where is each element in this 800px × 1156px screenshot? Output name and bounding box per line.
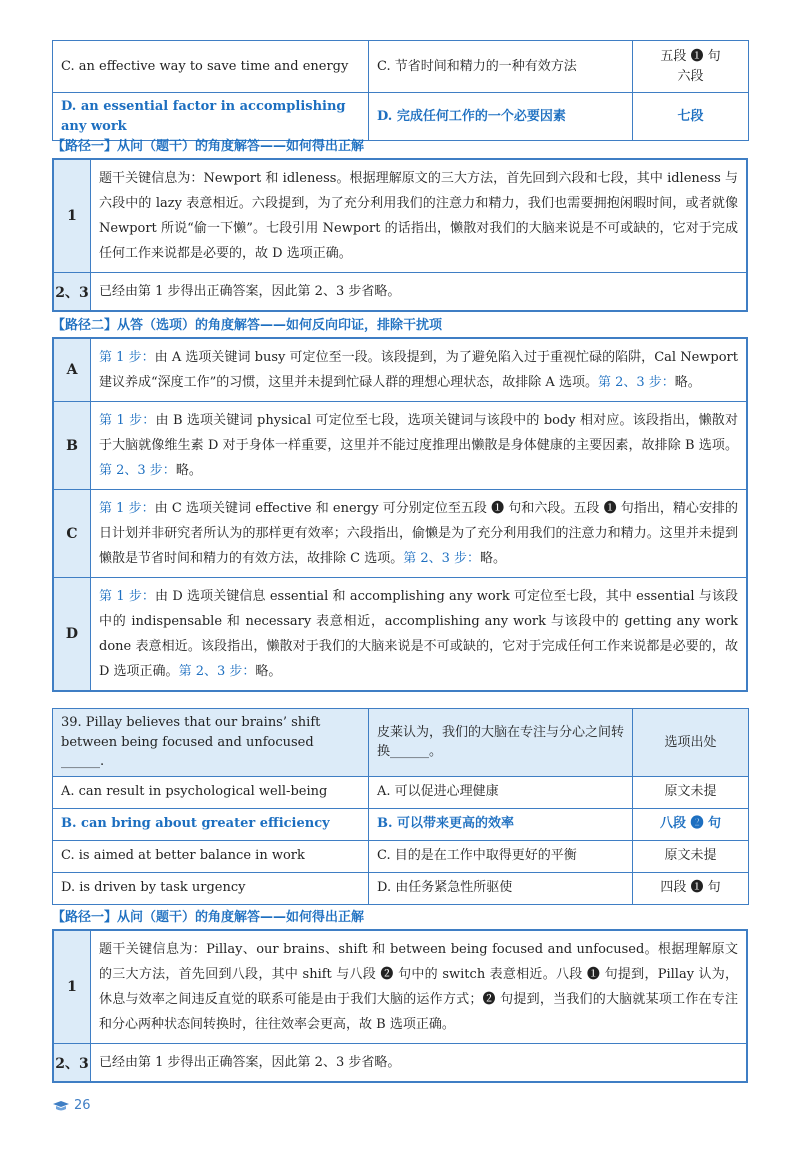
q38-path2-box xyxy=(52,337,748,692)
option-source: 七段 xyxy=(633,93,749,141)
option-en: B. can bring about greater efficiency xyxy=(53,808,369,840)
step23-marker: 第 2、3 步： xyxy=(403,551,481,566)
analysis-text: 由 D 选项关键信息 essential 和 accomplishing any work 可定位至七段，其中 essential 与该段中的 indispensable 和 necessary 表意相近，accomplishing any work 与该段中的 getting any work done 表意相近。该段指出，懒散对于我们的大脑来说是不可或缺的，它对于完成任何工作来说都是必要的，故 D 选项正确。 xyxy=(99,589,738,679)
section-title: 【路径一】从问（题干）的角度解答——如何得出正解 xyxy=(52,139,365,154)
step23-marker: 第 2、3 步： xyxy=(178,664,256,679)
step-text: 题干关键信息为：Pillay、our brains、shift 和 between being focused and unfocused。根据理解原文的三大方法，首先回到八段，其中 shift 与八段 ❷ 句中的 switch 表意相近。八段 ❶ 句提到，Pillay 认为，休息与效率之间违反直觉的联系可能是由于我们大脑的运作方式；❷ 句提到，当我们的大脑就某项工作在专注和分心两种状态间转换时，往往效率会更高，故 B 选项正确。 xyxy=(99,942,738,1032)
option-cn: D. 由任务紧急性所驱使 xyxy=(369,872,633,904)
option-cn: A. 可以促进心理健康 xyxy=(369,776,633,808)
section-title: 【路径一】从问（题干）的角度解答——如何得出正解 xyxy=(52,910,365,925)
step-row xyxy=(54,1043,746,1081)
option-cn: C. 目的是在工作中取得更好的平衡 xyxy=(369,840,633,872)
q38-path1-box xyxy=(52,158,748,312)
question-row xyxy=(53,709,749,777)
section-title: 【路径二】从答（选项）的角度解答——如何反向印证，排除干扰项 xyxy=(52,318,443,333)
table-row xyxy=(53,872,749,904)
option-analysis-row: D 第 1 步：由 D 选项关键信息 essential 和 accomplishing any work 可定位至七段，其中 essential 与该段中的 indispensable 和 necessary 表意相近，accomplishing any work 与该段中的 getting any work done 表意相近。该段指出，懒散对于我们的大脑来说是不可或缺的，它对于完成任何工作来说都是必要的，故 D 选项正确。第 2、3 步：略。 xyxy=(54,577,746,690)
table-row xyxy=(53,840,749,872)
source-header: 选项出处 xyxy=(633,709,749,777)
step-label: 2、3 xyxy=(54,1044,91,1081)
analysis-text: 由 A 选项关键词 busy 可定位至一段。该段提到，为了避免陷入过于重视忙碌的陷阱，Cal Newport 建议养成“深度工作”的习惯，这里并未提到忙碌人群的理想心理状态，故排除 A 选项。 xyxy=(99,350,738,390)
step-text: 题干关键信息为：Newport 和 idleness。根据理解原文的三大方法，首先回到六段和七段，其中 idleness 与六段中的 lazy 表意相近。六段提到，为了充分利用我们的注意力和精力，我们也需要拥抱闲暇时间，或者就像 Newport 所说“偷一下懒”。七段引用 Newport 的话指出，懒散对我们的大脑来说是不可或缺的，它对于完成任何工作来说都是必要的，故 D 选项正确。 xyxy=(99,171,738,261)
q39-options-table xyxy=(52,708,749,905)
analysis-text: 由 B 选项关键词 physical 可定位至七段，选项关键词与该段中的 body 相对应。该段指出，懒散对于大脑就像维生素 D 对于身体一样重要，这里并不能过度推理出懒散是身体健康的主要因素，故排除 B 选项。 xyxy=(99,413,738,453)
option-label: C xyxy=(54,490,91,577)
step-text: 已经由第 1 步得出正确答案，因此第 2、3 步省略。 xyxy=(99,284,401,299)
option-en: A. can result in psychological well-being xyxy=(53,776,369,808)
option-cn: C. 节省时间和精力的一种有效方法 xyxy=(369,41,633,93)
step-row xyxy=(54,931,746,1043)
step-label: 1 xyxy=(54,931,91,1043)
page-number: 26 xyxy=(74,1098,91,1113)
option-label: D xyxy=(54,578,91,690)
option-source: 八段 ❷ 句 xyxy=(633,808,749,840)
step1-marker: 第 1 步： xyxy=(99,413,156,428)
table-row xyxy=(53,776,749,808)
step-row xyxy=(54,160,746,272)
table-row xyxy=(53,93,749,141)
q38-options-table xyxy=(52,40,749,141)
option-label: A xyxy=(54,339,91,401)
question-en: 39. Pillay believes that our brains’ shift between being focused and unfocused ______. xyxy=(53,709,369,777)
option-source: 原文未提 xyxy=(633,776,749,808)
step1-marker: 第 1 步： xyxy=(99,589,156,604)
step-row xyxy=(54,272,746,310)
option-en: D. is driven by task urgency xyxy=(53,872,369,904)
step1-marker: 第 1 步： xyxy=(99,350,155,365)
option-analysis-row: B 第 1 步：由 B 选项关键词 physical 可定位至七段，选项关键词与该段中的 body 相对应。该段指出，懒散对于大脑就像维生素 D 对于身体一样重要，这里并不能过度推理出懒散是身体健康的主要因素，故排除 B 选项。第 2、3 步：略。 xyxy=(54,401,746,489)
option-source: 五段 ❶ 句 六段 xyxy=(633,41,749,93)
step-label: 1 xyxy=(54,160,91,272)
table-row xyxy=(53,41,749,93)
graduation-cap-icon xyxy=(52,1100,70,1112)
table-row xyxy=(53,808,749,840)
option-en: C. an effective way to save time and energy xyxy=(53,41,369,93)
option-source: 原文未提 xyxy=(633,840,749,872)
question-cn: 皮莱认为，我们的大脑在专注与分心之间转换______。 xyxy=(369,709,633,777)
option-en: D. an essential factor in accomplishing any work xyxy=(53,93,369,141)
step23-marker: 第 2、3 步： xyxy=(99,463,176,478)
analysis-text: 由 C 选项关键词 effective 和 energy 可分别定位至五段 ❶ 句和六段。五段 ❶ 句指出，精心安排的日计划并非研究者所认为的那样更有效率；六段指出，偷懒是为了充分利用我们的注意力和精力。这里并未提到懒散是节省时间和精力的有效方法，故排除 C 选项。 xyxy=(99,501,738,566)
option-label: B xyxy=(54,402,91,489)
option-en: C. is aimed at better balance in work xyxy=(53,840,369,872)
step-label: 2、3 xyxy=(54,273,91,310)
page-footer xyxy=(52,1098,91,1113)
q39-path1-box xyxy=(52,929,748,1083)
option-analysis-row: A 第 1 步：由 A 选项关键词 busy 可定位至一段。该段提到，为了避免陷入过于重视忙碌的陷阱，Cal Newport 建议养成“深度工作”的习惯，这里并未提到忙碌人群的理想心理状态，故排除 A 选项。第 2、3 步：略。 xyxy=(54,339,746,401)
step1-marker: 第 1 步： xyxy=(99,501,155,516)
step-text: 已经由第 1 步得出正确答案，因此第 2、3 步省略。 xyxy=(99,1055,401,1070)
option-source: 四段 ❶ 句 xyxy=(633,872,749,904)
option-cn: B. 可以带来更高的效率 xyxy=(369,808,633,840)
option-cn: D. 完成任何工作的一个必要因素 xyxy=(369,93,633,141)
step23-marker: 第 2、3 步： xyxy=(597,375,675,390)
option-analysis-row: C 第 1 步：由 C 选项关键词 effective 和 energy 可分别定位至五段 ❶ 句和六段。五段 ❶ 句指出，精心安排的日计划并非研究者所认为的那样更有效率；六段指出，偷懒是为了充分利用我们的注意力和精力。这里并未提到懒散是节省时间和精力的有效方法，故排除 C 选项。第 2、3 步：略。 xyxy=(54,489,746,577)
